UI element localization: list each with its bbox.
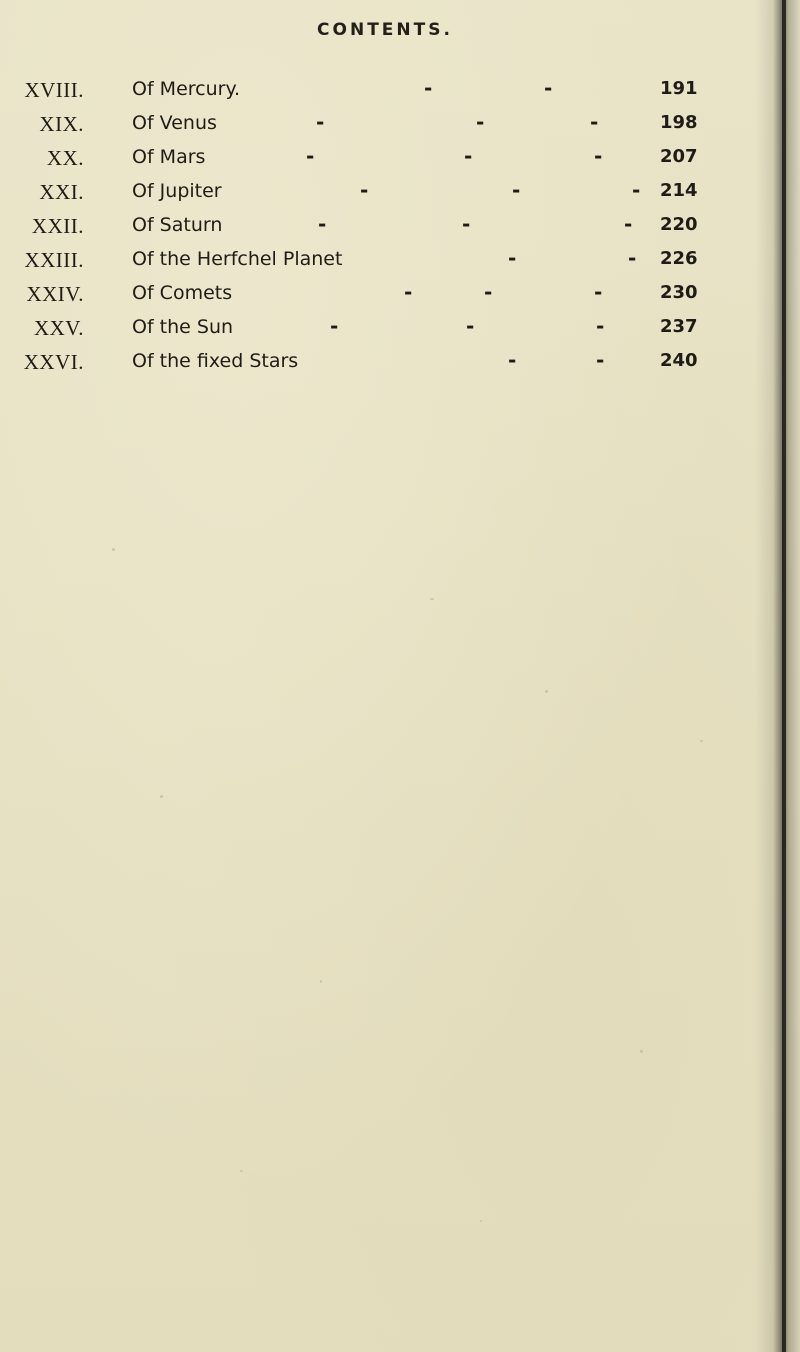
chapter-numeral: XXIV. (26, 282, 84, 306)
page-number: 220 (660, 214, 698, 235)
toc-entry (0, 248, 760, 282)
page-number: 207 (660, 146, 698, 167)
paper-speck (700, 740, 703, 742)
toc-entry (0, 146, 760, 180)
chapter-title: Of Venus (132, 112, 217, 134)
toc-entry (0, 112, 760, 146)
leader-dash: - (462, 212, 471, 236)
chapter-title: Of the Sun (132, 316, 234, 338)
leader-dash: - (404, 280, 413, 304)
page-number: 240 (660, 350, 698, 371)
chapter-title: Of Comets (132, 282, 233, 304)
leader-dash: - (424, 76, 433, 100)
leader-dash: - (594, 280, 603, 304)
paper-speck (160, 795, 163, 798)
chapter-title: Of Saturn (132, 214, 223, 236)
toc-entry (0, 180, 760, 214)
paper-speck (640, 1050, 643, 1053)
leader-dash: - (512, 178, 521, 202)
leader-dash: - (628, 246, 637, 270)
paper-speck (240, 1170, 243, 1172)
page-number: 191 (660, 78, 698, 99)
table-of-contents (0, 78, 760, 384)
leader-dash: - (484, 280, 493, 304)
chapter-numeral: XXVI. (23, 350, 84, 374)
leader-dash: - (596, 314, 605, 338)
chapter-numeral: XXIII. (24, 248, 84, 272)
leader-dash: - (316, 110, 325, 134)
chapter-numeral: XXII. (31, 214, 84, 238)
leader-dash: - (476, 110, 485, 134)
paper-speck (480, 1220, 482, 1222)
paper-speck (320, 980, 322, 983)
leader-dash: - (330, 314, 339, 338)
leader-dash: - (594, 144, 603, 168)
chapter-title: Of Mercury. (132, 78, 241, 100)
page-number: 226 (660, 248, 698, 269)
leader-dash: - (360, 178, 369, 202)
toc-entry (0, 316, 760, 350)
leader-dash: - (306, 144, 315, 168)
page-number: 214 (660, 180, 698, 201)
leader-dash: - (590, 110, 599, 134)
leader-dash: - (464, 144, 473, 168)
leader-dash: - (508, 246, 517, 270)
chapter-numeral: XXI. (39, 180, 84, 204)
toc-entry (0, 282, 760, 316)
chapter-title: Of the fixed Stars (132, 350, 299, 372)
toc-entry (0, 350, 760, 384)
paper-speck (112, 548, 115, 551)
paper-speck (430, 598, 434, 600)
chapter-numeral: XX. (46, 146, 84, 170)
paper-speck (545, 690, 548, 693)
toc-entry (0, 78, 760, 112)
contents-heading: CONTENTS. (317, 20, 453, 40)
page-number: 230 (660, 282, 698, 303)
page-number: 198 (660, 112, 698, 133)
leader-dash: - (544, 76, 553, 100)
page-gutter-edge (782, 0, 786, 1352)
page-number: 237 (660, 316, 698, 337)
leader-dash: - (632, 178, 641, 202)
chapter-title: Of Jupiter (132, 180, 222, 202)
leader-dash: - (624, 212, 633, 236)
page-gutter-shadow (755, 0, 800, 1352)
leader-dash: - (318, 212, 327, 236)
chapter-title: Of the Herfchel Planet (132, 248, 343, 270)
chapter-numeral: XXV. (33, 316, 84, 340)
chapter-numeral: XVIII. (24, 78, 84, 102)
leader-dash: - (508, 348, 517, 372)
chapter-numeral: XIX. (39, 112, 84, 136)
leader-dash: - (466, 314, 475, 338)
chapter-title: Of Mars (132, 146, 206, 168)
toc-entry (0, 214, 760, 248)
leader-dash: - (596, 348, 605, 372)
